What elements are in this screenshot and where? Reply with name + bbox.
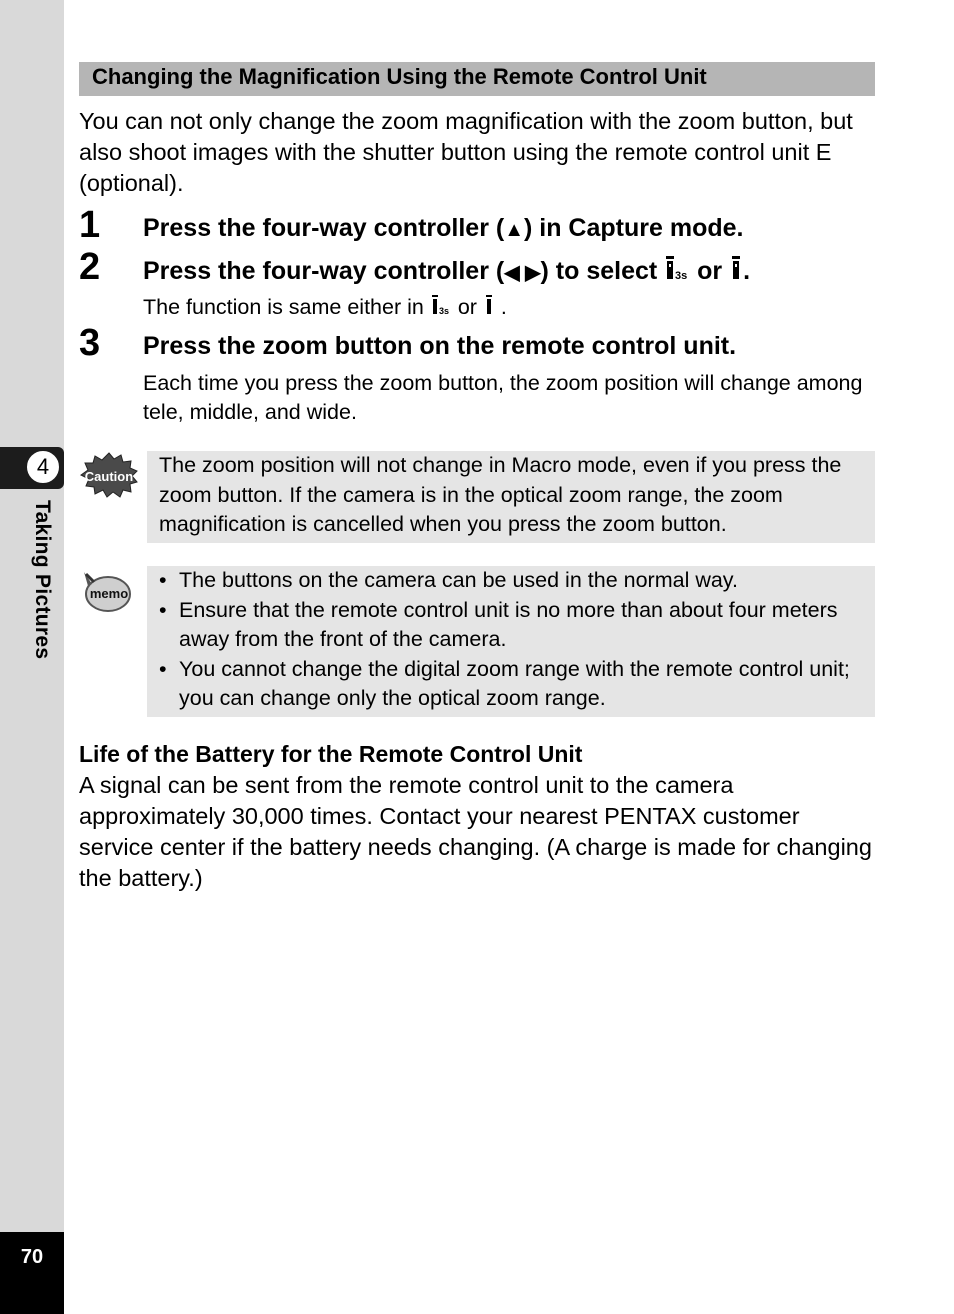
memo-item-text: The buttons on the camera can be used in the normal way.	[179, 568, 738, 592]
list-item	[159, 596, 871, 655]
caution-icon-label: Caution	[84, 469, 134, 484]
memo-list	[159, 566, 871, 714]
step-3-subtext: Each time you press the zoom button, the zoom position will change among tele, middle, and wide.	[143, 371, 863, 424]
battery-life-text: A signal can be sent from the remote control unit to the camera approximately 30,000 times. Contact your nearest PENTAX customer service center if the battery needs changing. (A charge is made for changing the battery.)	[79, 772, 872, 891]
left-right-arrow-icon: ◀ ▶	[504, 262, 541, 284]
remote-control-icon	[729, 255, 743, 281]
page-number-box	[0, 1232, 64, 1314]
svg-text:3s: 3s	[675, 270, 688, 281]
caution-icon	[80, 452, 138, 498]
chapter-title: Taking Pictures	[31, 500, 54, 660]
remote-control-3s-icon	[664, 255, 690, 281]
step-2-sub-end: .	[500, 295, 507, 319]
bullet: •	[159, 656, 167, 681]
up-arrow-icon: ▲	[504, 219, 524, 241]
step-2-sub-or: or	[457, 295, 477, 319]
step-1-pre: Press the four-way controller (	[143, 214, 505, 242]
list-item	[159, 655, 871, 714]
memo-item-text: You cannot change the digital zoom range with the remote control unit; you can change only the optical zoom range.	[179, 656, 850, 710]
list-item	[159, 566, 871, 596]
step-1-post: ) in Capture mode.	[524, 214, 744, 242]
step-1-text	[143, 213, 743, 245]
step-2-pre: Press the four-way controller (	[143, 257, 505, 285]
step-2-end: .	[743, 257, 751, 285]
remote-control-3s-icon	[430, 294, 452, 316]
step-number-2: 2	[79, 246, 101, 288]
section-title: Changing the Magnification Using the Remote Control Unit	[92, 64, 707, 89]
bullet: •	[159, 597, 167, 622]
step-2-sub-pre: The function is same either in	[143, 295, 424, 319]
step-number-1: 1	[79, 204, 101, 246]
svg-text:3s: 3s	[438, 306, 449, 316]
battery-life-title: Life of the Battery for the Remote Control Unit	[79, 741, 583, 767]
step-2-post: ) to select	[540, 257, 658, 285]
memo-icon	[80, 570, 132, 614]
memo-item-text: Ensure that the remote control unit is no more than about four meters away from the front of the camera.	[179, 597, 838, 651]
remote-control-icon	[483, 294, 495, 316]
caution-text: The zoom position will not change in Macro mode, even if you press the zoom button. If the camera is in the optical zoom range, the zoom magnification is cancelled when you press the zoom button.	[159, 453, 842, 536]
step-number-3: 3	[79, 322, 101, 364]
intro-paragraph: You can not only change the zoom magnification with the zoom button, but also shoot images with the shutter button using the remote control unit E (optional).	[79, 108, 853, 196]
bullet: •	[159, 568, 167, 592]
step-2-or: or	[697, 257, 723, 285]
memo-icon-label: memo	[89, 586, 129, 601]
page-number: 70	[20, 1246, 44, 1268]
chapter-number: 4	[25, 449, 61, 485]
step-2-subtext	[143, 293, 873, 322]
step-2-text	[143, 255, 750, 288]
step-3-text: Press the zoom button on the remote control unit.	[143, 332, 737, 360]
